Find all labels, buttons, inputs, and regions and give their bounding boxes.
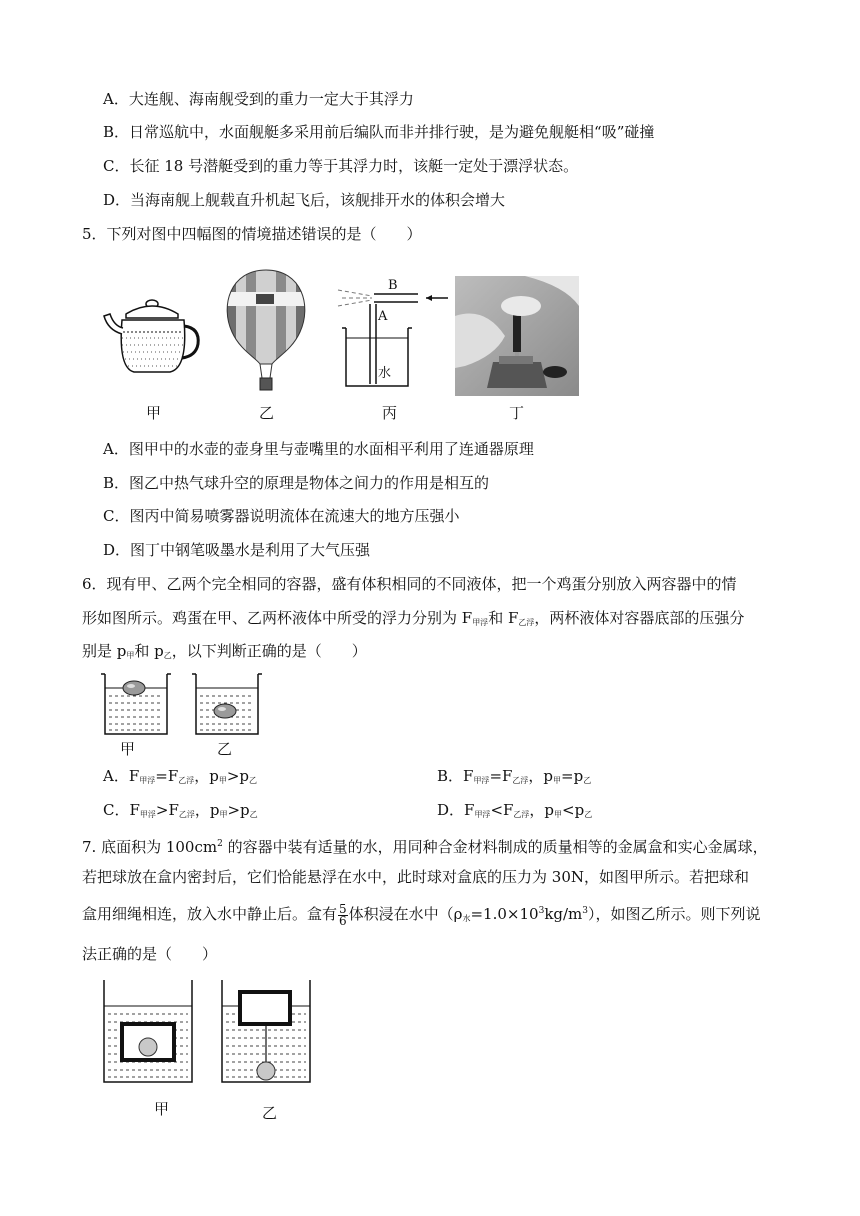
q6-opt-b-m3: =p	[561, 767, 584, 785]
q6-stem-line2	[82, 608, 744, 633]
q6-line2-post: ，两杯液体对容器底部的压强分	[534, 609, 745, 627]
sprayer-label-a: A	[378, 309, 388, 324]
q7-line3-pre: 盒用细绳相连，放入水中静止后。盒有	[82, 905, 338, 923]
q6-opt-d-m1: <F	[490, 801, 514, 819]
q6-option-d	[437, 800, 592, 825]
q6-opt-b-m1: =F	[489, 767, 513, 785]
q6-opt-b-s3: 甲	[553, 776, 562, 785]
q5-stem: 5．下列对图中四幅图的情境描述错误的是（ ）	[82, 225, 422, 243]
q6-opt-a-s2: 乙浮	[178, 776, 195, 785]
q7-line1-pre: 7. 底面积为 100cm	[82, 838, 218, 856]
q7-caption-yi: 乙	[262, 1104, 278, 1122]
q5-option-d: D．图丁中钢笔吸墨水是利用了大气压强	[103, 541, 371, 559]
q6-opt-d-label: D．F	[437, 801, 475, 819]
q6-opt-b-m2: ，p	[528, 767, 554, 785]
q5-caption-jia: 甲	[146, 404, 162, 422]
q6-opt-d-m3: <p	[562, 801, 585, 819]
q6-stem-line3	[82, 641, 367, 666]
q6-caption-jia: 甲	[120, 740, 136, 758]
q6-option-c	[103, 800, 258, 825]
q6-sub-yifu: 乙浮	[518, 618, 535, 627]
q6-opt-d-m2: ，p	[529, 801, 555, 819]
q6-opt-d-s4: 乙	[584, 810, 593, 819]
q7-line1-post: 的容器中装有适量的水，用同种合金材料制成的质量相等的金属盒和实心金属球，	[222, 838, 768, 856]
q6-opt-d-s3: 甲	[554, 810, 563, 819]
q6-opt-b-s1: 甲浮	[473, 776, 490, 785]
q6-opt-d-s1: 甲浮	[474, 810, 491, 819]
q6-line2-pre: 形如图所示。鸡蛋在甲、乙两杯液体中所受的浮力分别为 F	[82, 609, 473, 627]
q7-sup3: 3	[538, 906, 545, 916]
q6-opt-c-s4: 乙	[249, 810, 258, 819]
q7-sup2: 2	[217, 839, 223, 849]
q6-line3-pre: 别是 p	[82, 642, 127, 660]
q6-opt-c-s1: 甲浮	[139, 810, 156, 819]
q5-caption-ding: 丁	[509, 404, 525, 422]
q7-fraction	[338, 901, 348, 928]
q6-line2-mid: 和 F	[488, 609, 519, 627]
q7-frac-num: 5	[339, 901, 347, 916]
q7-line3-mid: 体积浸在水中（ρ	[348, 905, 463, 923]
q6-opt-a-s3: 甲	[218, 776, 227, 785]
q6-sub-jia: 甲	[126, 651, 135, 660]
hot-air-balloon-figure	[220, 266, 312, 396]
q5-option-a: A．图甲中的水壶的壶身里与壶嘴里的水面相平利用了连通器原理	[103, 440, 534, 458]
teapot-figure	[100, 290, 204, 378]
q6-line3-post: ，以下判断正确的是（ ）	[171, 642, 367, 660]
q4-option-d: D．当海南舰上舰载直升机起飞后，该舰排开水的体积会增大	[103, 191, 506, 209]
q5-caption-bing: 丙	[382, 404, 398, 422]
q7-stem-line3	[82, 901, 761, 929]
q7-stem-line4: 法正确的是（ ）	[82, 945, 218, 963]
q7-sup3b: 3	[582, 906, 589, 916]
q7-frac-den: 6	[339, 913, 347, 928]
q6-opt-a-s1: 甲浮	[139, 776, 156, 785]
fountain-pen-photo	[455, 276, 579, 396]
q6-opt-b-label: B．F	[437, 767, 474, 785]
q6-beaker-jia	[101, 670, 171, 738]
q6-opt-a-m2: ，p	[194, 767, 219, 785]
q6-opt-a-m1: =F	[155, 767, 179, 785]
q6-option-b	[437, 766, 591, 791]
q6-opt-c-s3: 甲	[219, 810, 228, 819]
q6-opt-a-s4: 乙	[249, 776, 258, 785]
q7-line3-post: ），如图乙所示。则下列说	[588, 905, 761, 923]
q4-option-b: B．日常巡航中，水面舰艇多采用前后编队而非并排行驶，是为避免舰艇相“吸”碰撞	[103, 123, 655, 141]
q7-container-yi	[218, 980, 314, 1086]
q7-caption-jia: 甲	[154, 1100, 170, 1118]
q4-option-c: C．长征 18 号潜艇受到的重力等于其浮力时，该艇一定处于漂浮状态。	[103, 157, 579, 175]
q6-opt-d-s2: 乙浮	[513, 810, 530, 819]
q7-line3-unit: kg/m	[544, 905, 583, 923]
q7-sub-water: 水	[462, 914, 471, 923]
q5-option-c: C．图丙中简易喷雾器说明流体在流速大的地方压强小	[103, 507, 460, 525]
q6-beaker-yi	[192, 670, 262, 738]
q6-opt-a-label: A．F	[103, 767, 140, 785]
q6-opt-b-s4: 乙	[583, 776, 592, 785]
q4-option-a: A．大连舰、海南舰受到的重力一定大于其浮力	[103, 90, 414, 108]
q5-caption-yi: 乙	[259, 404, 275, 422]
q7-stem-line2: 若把球放在盒内密封后，它们恰能悬浮在水中，此时球对盒底的压力为 30N，如图甲所示。若把球和	[82, 868, 749, 886]
q6-opt-c-m1: >F	[155, 801, 179, 819]
q6-caption-yi: 乙	[217, 740, 233, 758]
q6-opt-c-m3: >p	[227, 801, 250, 819]
q6-opt-a-m3: >p	[226, 767, 250, 785]
q6-opt-c-label: C．F	[103, 801, 140, 819]
q6-sub-jiafu: 甲浮	[472, 618, 489, 627]
q5-option-b: B．图乙中热气球升空的原理是物体之间力的作用是相互的	[103, 474, 490, 492]
sprayer-label-water: 水	[378, 366, 392, 381]
sprayer-figure	[334, 276, 450, 392]
q6-sub-yi: 乙	[163, 651, 172, 660]
q7-container-jia	[100, 980, 196, 1086]
q6-opt-b-s2: 乙浮	[512, 776, 529, 785]
q7-stem-line1	[82, 834, 768, 857]
q6-option-a	[103, 766, 257, 791]
sprayer-label-b: B	[388, 278, 398, 293]
q6-line3-mid: 和 p	[134, 642, 164, 660]
q6-stem-line1: 6．现有甲、乙两个完全相同的容器，盛有体积相同的不同液体，把一个鸡蛋分别放入两容器中的情	[82, 575, 737, 593]
q6-opt-c-s2: 乙浮	[178, 810, 195, 819]
q7-line3-rho: =1.0×10	[470, 905, 539, 923]
q6-opt-c-m2: ，p	[194, 801, 220, 819]
